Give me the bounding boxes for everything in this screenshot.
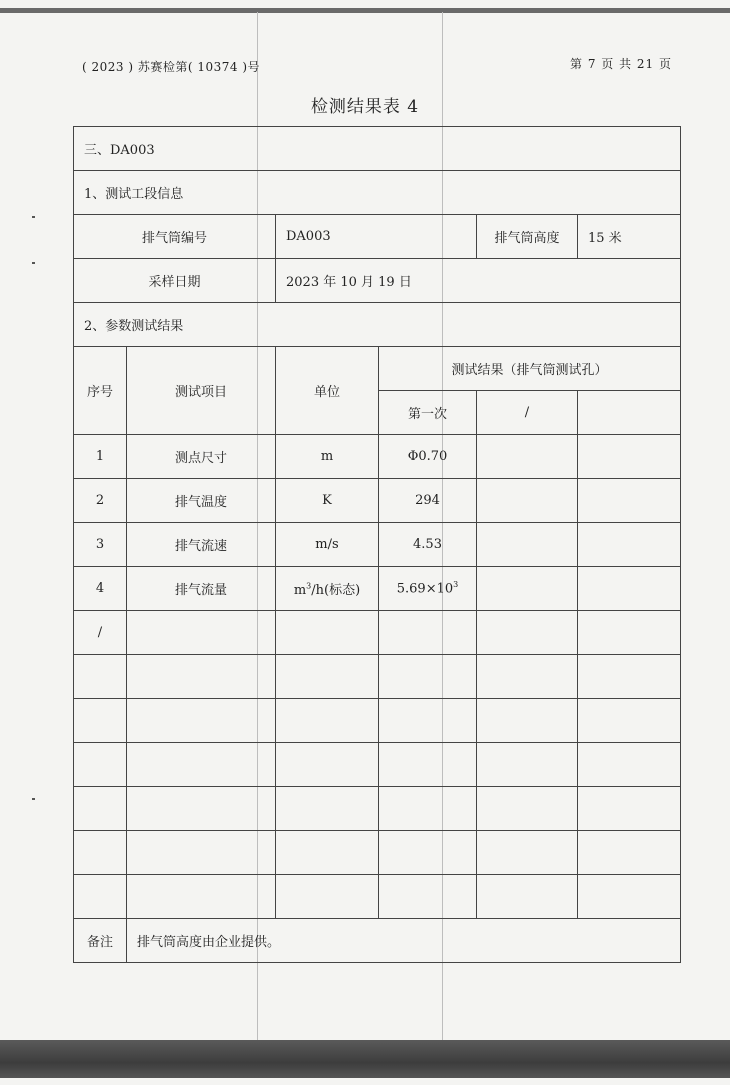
sample-date-value: 2023 年 10 月 19 日 [276, 259, 681, 303]
col-result-header: 测试结果（排气筒测试孔） [379, 347, 681, 391]
empty-cell [578, 435, 681, 479]
row-unit: $m^3/h$(标态) [276, 567, 379, 611]
sample-date-label: 采样日期 [74, 259, 276, 303]
page-title: 检测结果表 4 [310, 97, 420, 117]
table-row [74, 831, 681, 875]
empty-cell [276, 611, 379, 655]
table-row [74, 787, 681, 831]
empty-cell [578, 523, 681, 567]
report-number: ( 2023 ) 苏赛检第( 10374 )号 [82, 60, 261, 74]
remark-label: 备注 [74, 919, 127, 963]
row-seq: 1 [74, 435, 127, 479]
stack-height-label: 排气筒高度 [477, 215, 578, 259]
info-heading: 1、测试工段信息 [74, 171, 681, 215]
table-row [74, 743, 681, 787]
table-row [74, 435, 681, 479]
sub-second-header: / [477, 391, 578, 435]
row-item: 排气温度 [127, 479, 276, 523]
row-unit: K [276, 479, 379, 523]
table-row [74, 699, 681, 743]
row-result: Φ0.70 [379, 435, 477, 479]
table-row [74, 875, 681, 919]
col-item-header: 测试项目 [127, 347, 276, 435]
col-seq-header: 序号 [74, 347, 127, 435]
empty-cell [477, 523, 578, 567]
row-result: 294 [379, 479, 477, 523]
row-seq: / [74, 611, 127, 655]
empty-cell [477, 567, 578, 611]
row-item: 排气流速 [127, 523, 276, 567]
scan-speck [32, 262, 35, 264]
table-row [74, 655, 681, 699]
table-row [74, 567, 681, 611]
scan-speck [32, 798, 35, 800]
row-result: 4.53 [379, 523, 477, 567]
empty-cell [477, 435, 578, 479]
empty-cell [578, 611, 681, 655]
table-row [74, 523, 681, 567]
scan-top-edge [0, 8, 730, 13]
row-seq: 4 [74, 567, 127, 611]
empty-cell [379, 611, 477, 655]
row-seq: 2 [74, 479, 127, 523]
results-table [73, 126, 681, 963]
sub-first-header: 第一次 [379, 391, 477, 435]
remark-text: 排气筒高度由企业提供。 [127, 919, 681, 963]
stack-no-value: DA003 [276, 215, 477, 259]
row-item: 测点尺寸 [127, 435, 276, 479]
empty-cell [477, 611, 578, 655]
scan-speck [32, 216, 35, 218]
row-unit: m/s [276, 523, 379, 567]
empty-cell [127, 611, 276, 655]
empty-cell [578, 567, 681, 611]
param-heading: 2、参数测试结果 [74, 303, 681, 347]
table-row [74, 611, 681, 655]
empty-cell [477, 479, 578, 523]
page-indicator: 第 7 页 共 21 页 [570, 57, 672, 71]
row-unit: m [276, 435, 379, 479]
scan-bottom-edge [0, 1040, 730, 1078]
stack-no-label: 排气筒编号 [74, 215, 276, 259]
row-item: 排气流量 [127, 567, 276, 611]
col-unit-header: 单位 [276, 347, 379, 435]
row-seq: 3 [74, 523, 127, 567]
row-result: $5.69\times 10^3$ [379, 567, 477, 611]
sub-third-header [578, 391, 681, 435]
stack-height-value: 15 米 [578, 215, 681, 259]
section-heading: 三、DA003 [74, 127, 681, 171]
table-row [74, 479, 681, 523]
empty-cell [578, 479, 681, 523]
